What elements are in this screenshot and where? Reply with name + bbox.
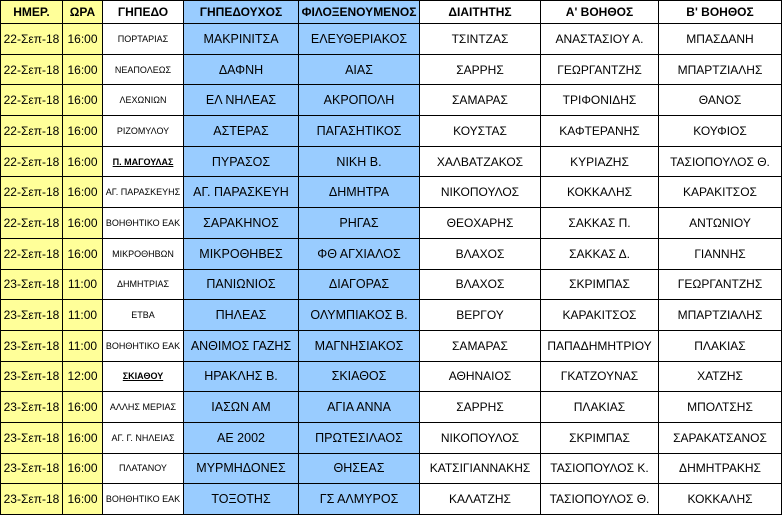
time-cell: 16:00: [63, 484, 103, 515]
referee-cell: ΘΕΟΧΑΡΗΣ: [420, 208, 541, 239]
home-team-cell: ΑΕ 2002: [184, 422, 299, 453]
venue-cell: ΜΙΚΡΟΘΗΒΩΝ: [103, 238, 184, 269]
header-assistant-2: Β' ΒΟΗΘΟΣ: [659, 1, 782, 24]
referee-cell: ΒΕΡΓΟΥ: [420, 300, 541, 331]
date-cell: 23-Σεπ-18: [1, 300, 63, 331]
table-row: [1, 238, 782, 269]
away-team-cell: ΦΘ ΑΓΧΙΑΛΟΣ: [299, 238, 420, 269]
assistant-1-cell: ΣΚΡΙΜΠΑΣ: [541, 269, 659, 300]
home-team-cell: ΗΡΑΚΛΗΣ Β.: [184, 361, 299, 392]
assistant-2-cell: ΜΠΑΡΤΖΙΑΛΗΣ: [659, 54, 782, 85]
away-team-cell: ΔΗΜΗΤΡΑ: [299, 177, 420, 208]
away-team-cell: ΠΑΓΑΣΗΤΙΚΟΣ: [299, 116, 420, 147]
time-cell: 16:00: [63, 24, 103, 55]
header-assistant-1: Α' ΒΟΗΘΟΣ: [541, 1, 659, 24]
referee-cell: ΑΘΗΝΑΙΟΣ: [420, 361, 541, 392]
assistant-1-cell: ΚΑΡΑΚΙΤΣΟΣ: [541, 300, 659, 331]
venue-cell: ΑΓ. Γ. ΝΗΛΕΙΑΣ: [103, 422, 184, 453]
assistant-1-cell: ΠΛΑΚΙΑΣ: [541, 392, 659, 423]
assistant-2-cell: ΜΠΑΡΤΖΙΑΛΗΣ: [659, 300, 782, 331]
date-cell: 22-Σεπ-18: [1, 116, 63, 147]
date-cell: 23-Σεπ-18: [1, 330, 63, 361]
away-team-cell: ΑΙΑΣ: [299, 54, 420, 85]
assistant-1-cell: ΚΑΦΤΕΡΑΝΗΣ: [541, 116, 659, 147]
venue-cell: ΡΙΖΟΜΥΛΟΥ: [103, 116, 184, 147]
away-team-cell: ΠΡΩΤΕΣΙΛΑΟΣ: [299, 422, 420, 453]
venue-cell: ΒΟΗΘΗΤΙΚΟ ΕΑΚ: [103, 484, 184, 515]
header-home-team: ΓΗΠΕΔΟΥΧΟΣ: [184, 1, 299, 24]
referee-cell: ΚΟΥΣΤΑΣ: [420, 116, 541, 147]
assistant-2-cell: ΜΠΟΛΤΣΗΣ: [659, 392, 782, 423]
date-cell: 23-Σεπ-18: [1, 453, 63, 484]
venue-cell: ΒΟΗΘΗΤΙΚΟ ΕΑΚ: [103, 208, 184, 239]
date-cell: 22-Σεπ-18: [1, 54, 63, 85]
table-row: [1, 116, 782, 147]
home-team-cell: ΑΓ. ΠΑΡΑΣΚΕΥΗ: [184, 177, 299, 208]
venue-cell: Π. ΜΑΓΟΥΛΑΣ: [103, 146, 184, 177]
table-row: [1, 392, 782, 423]
header-away-team: ΦΙΛΟΞΕΝΟΥΜΕΝΟΣ: [299, 1, 420, 24]
away-team-cell: ΕΛΕΥΘΕΡΙΑΚΟΣ: [299, 24, 420, 55]
assistant-2-cell: ΚΑΡΑΚΙΤΣΟΣ: [659, 177, 782, 208]
referee-cell: ΒΛΑΧΟΣ: [420, 238, 541, 269]
home-team-cell: ΙΑΣΩΝ ΑΜ: [184, 392, 299, 423]
table-row: [1, 146, 782, 177]
referee-cell: ΣΑΜΑΡΑΣ: [420, 85, 541, 116]
time-cell: 16:00: [63, 453, 103, 484]
venue-cell: ΒΟΗΘΗΤΙΚΟ ΕΑΚ: [103, 330, 184, 361]
date-cell: 22-Σεπ-18: [1, 85, 63, 116]
assistant-1-cell: ΣΚΡΙΜΠΑΣ: [541, 422, 659, 453]
table-row: [1, 85, 782, 116]
assistant-2-cell: ΑΝΤΩΝΙΟΥ: [659, 208, 782, 239]
home-team-cell: ΑΣΤΕΡΑΣ: [184, 116, 299, 147]
venue-cell: ΠΛΑΤΑΝΟΥ: [103, 453, 184, 484]
table-row: [1, 177, 782, 208]
date-cell: 23-Σεπ-18: [1, 422, 63, 453]
away-team-cell: ΟΛΥΜΠΙΑΚΟΣ Β.: [299, 300, 420, 331]
table-row: [1, 361, 782, 392]
assistant-1-cell: ΠΑΠΑΔΗΜΗΤΡΙΟΥ: [541, 330, 659, 361]
home-team-cell: ΕΛ ΝΗΛΕΑΣ: [184, 85, 299, 116]
assistant-1-cell: ΑΝΑΣΤΑΣΙΟΥ Α.: [541, 24, 659, 55]
assistant-2-cell: ΤΑΣΙΟΠΟΥΛΟΣ Θ.: [659, 146, 782, 177]
referee-cell: ΤΣΙΝΤΖΑΣ: [420, 24, 541, 55]
table-row: [1, 208, 782, 239]
assistant-2-cell: ΚΟΥΦΙΟΣ: [659, 116, 782, 147]
away-team-cell: ΓΣ ΑΛΜΥΡΟΣ: [299, 484, 420, 515]
referee-cell: ΒΛΑΧΟΣ: [420, 269, 541, 300]
date-cell: 23-Σεπ-18: [1, 361, 63, 392]
table-row: [1, 269, 782, 300]
assistant-2-cell: ΣΑΡΑΚΑΤΣΑΝΟΣ: [659, 422, 782, 453]
away-team-cell: ΘΗΣΕΑΣ: [299, 453, 420, 484]
assistant-1-cell: ΓΚΑΤΖΟΥΝΑΣ: [541, 361, 659, 392]
time-cell: 11:00: [63, 330, 103, 361]
home-team-cell: ΤΟΞΟΤΗΣ: [184, 484, 299, 515]
date-cell: 22-Σεπ-18: [1, 208, 63, 239]
header-time: ΩΡΑ: [63, 1, 103, 24]
date-cell: 23-Σεπ-18: [1, 269, 63, 300]
away-team-cell: ΣΚΙΑΘΟΣ: [299, 361, 420, 392]
home-team-cell: ΠΑΝΙΩΝΙΟΣ: [184, 269, 299, 300]
time-cell: 16:00: [63, 146, 103, 177]
assistant-1-cell: ΤΑΣΙΟΠΟΥΛΟΣ Θ.: [541, 484, 659, 515]
assistant-2-cell: ΠΛΑΚΙΑΣ: [659, 330, 782, 361]
time-cell: 11:00: [63, 300, 103, 331]
time-cell: 16:00: [63, 238, 103, 269]
home-team-cell: ΜΥΡΜΗΔΟΝΕΣ: [184, 453, 299, 484]
time-cell: 16:00: [63, 54, 103, 85]
table-row: [1, 24, 782, 55]
assistant-2-cell: ΓΙΑΝΝΗΣ: [659, 238, 782, 269]
away-team-cell: ΑΓΙΑ ΑΝΝΑ: [299, 392, 420, 423]
assistant-1-cell: ΚΟΚΚΑΛΗΣ: [541, 177, 659, 208]
venue-cell: ΔΗΜΗΤΡΙΑΣ: [103, 269, 184, 300]
time-cell: 16:00: [63, 422, 103, 453]
away-team-cell: ΔΙΑΓΟΡΑΣ: [299, 269, 420, 300]
time-cell: 16:00: [63, 208, 103, 239]
date-cell: 23-Σεπ-18: [1, 392, 63, 423]
away-team-cell: ΝΙΚΗ Β.: [299, 146, 420, 177]
assistant-1-cell: ΣΑΚΚΑΣ Π.: [541, 208, 659, 239]
table-row: [1, 453, 782, 484]
table-row: [1, 422, 782, 453]
away-team-cell: ΡΗΓΑΣ: [299, 208, 420, 239]
date-cell: 22-Σεπ-18: [1, 238, 63, 269]
assistant-1-cell: ΣΑΚΚΑΣ Δ.: [541, 238, 659, 269]
table-row: [1, 484, 782, 515]
table-row: [1, 330, 782, 361]
venue-cell: ΑΓ. ΠΑΡΑΣΚΕΥΗΣ: [103, 177, 184, 208]
home-team-cell: ΑΝΘΙΜΟΣ ΓΑΖΗΣ: [184, 330, 299, 361]
assistant-1-cell: ΤΡΙΦΟΝΙΔΗΣ: [541, 85, 659, 116]
referee-cell: ΣΑΜΑΡΑΣ: [420, 330, 541, 361]
header-venue: ΓΗΠΕΔΟ: [103, 1, 184, 24]
assistant-2-cell: ΓΕΩΡΓΑΝΤΖΗΣ: [659, 269, 782, 300]
time-cell: 16:00: [63, 392, 103, 423]
home-team-cell: ΔΑΦΝΗ: [184, 54, 299, 85]
referee-cell: ΚΑΤΣΙΓΙΑΝΝΑΚΗΣ: [420, 453, 541, 484]
venue-cell: ΕΤΒΑ: [103, 300, 184, 331]
referee-cell: ΝΙΚΟΠΟΥΛΟΣ: [420, 422, 541, 453]
assistant-1-cell: ΓΕΩΡΓΑΝΤΖΗΣ: [541, 54, 659, 85]
home-team-cell: ΠΥΡΑΣΟΣ: [184, 146, 299, 177]
home-team-cell: ΜΑΚΡΙΝΙΤΣΑ: [184, 24, 299, 55]
time-cell: 16:00: [63, 85, 103, 116]
date-cell: 22-Σεπ-18: [1, 177, 63, 208]
home-team-cell: ΣΑΡΑΚΗΝΟΣ: [184, 208, 299, 239]
referee-cell: ΣΑΡΡΗΣ: [420, 392, 541, 423]
time-cell: 11:00: [63, 269, 103, 300]
date-cell: 22-Σεπ-18: [1, 146, 63, 177]
table-row: [1, 54, 782, 85]
assistant-1-cell: ΚΥΡΙΑΖΗΣ: [541, 146, 659, 177]
venue-cell: ΝΕΑΠΟΛΕΩΣ: [103, 54, 184, 85]
time-cell: 16:00: [63, 116, 103, 147]
header-referee: ΔΙΑΙΤΗΤΗΣ: [420, 1, 541, 24]
venue-cell: ΣΚΙΑΘΟΥ: [103, 361, 184, 392]
home-team-cell: ΠΗΛΕΑΣ: [184, 300, 299, 331]
date-cell: 23-Σεπ-18: [1, 484, 63, 515]
away-team-cell: ΑΚΡΟΠΟΛΗ: [299, 85, 420, 116]
time-cell: 12:00: [63, 361, 103, 392]
venue-cell: ΛΕΧΩΝΙΩΝ: [103, 85, 184, 116]
home-team-cell: ΜΙΚΡΟΘΗΒΕΣ: [184, 238, 299, 269]
time-cell: 16:00: [63, 177, 103, 208]
referee-cell: ΚΑΛΑΤΖΗΣ: [420, 484, 541, 515]
assistant-2-cell: ΧΑΤΖΗΣ: [659, 361, 782, 392]
assistant-1-cell: ΤΑΣΙΟΠΟΥΛΟΣ Κ.: [541, 453, 659, 484]
referee-cell: ΝΙΚΟΠΟΥΛΟΣ: [420, 177, 541, 208]
venue-cell: ΠΟΡΤΑΡΙΑΣ: [103, 24, 184, 55]
assistant-2-cell: ΜΠΑΣΔΑΝΗ: [659, 24, 782, 55]
referee-cell: ΧΑΛΒΑΤΖΑΚΟΣ: [420, 146, 541, 177]
assistant-2-cell: ΔΗΜΗΤΡΑΚΗΣ: [659, 453, 782, 484]
table-row: [1, 300, 782, 331]
date-cell: 22-Σεπ-18: [1, 24, 63, 55]
assistant-2-cell: ΚΟΚΚΑΛΗΣ: [659, 484, 782, 515]
table-body: [1, 24, 782, 515]
header-date: ΗΜΕΡ.: [1, 1, 63, 24]
referee-cell: ΣΑΡΡΗΣ: [420, 54, 541, 85]
away-team-cell: ΜΑΓΝΗΣΙΑΚΟΣ: [299, 330, 420, 361]
assistant-2-cell: ΘΑΝΟΣ: [659, 85, 782, 116]
venue-cell: ΑΛΛΗΣ ΜΕΡΙΑΣ: [103, 392, 184, 423]
header-row: [1, 1, 782, 24]
